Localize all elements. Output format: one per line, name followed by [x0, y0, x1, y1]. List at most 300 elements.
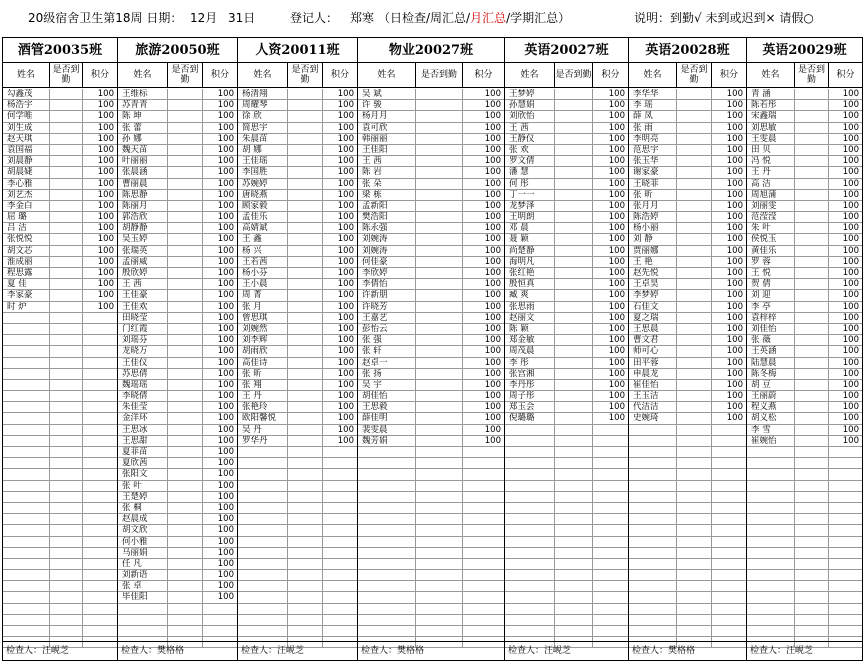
attendance-cell [168, 100, 203, 110]
attendance-cell [288, 626, 323, 636]
attendance-cell [168, 324, 203, 334]
score-cell: 100 [842, 200, 859, 211]
attendance-cell [416, 548, 463, 558]
table-row [358, 436, 504, 447]
score-cell: 100 [217, 178, 234, 189]
attendance-cell [416, 123, 463, 133]
score-cell: 100 [484, 402, 501, 413]
student-name [358, 537, 416, 547]
student-name: 胡静静 [118, 223, 168, 233]
table-row [505, 469, 628, 480]
student-name: 刘晨静 [3, 156, 50, 166]
score-cell: 100 [484, 413, 501, 424]
attendance-cell [50, 391, 83, 401]
attendance-cell [416, 492, 463, 502]
score-cell: 100 [217, 536, 234, 547]
student-name [505, 581, 555, 591]
attendance-cell [555, 111, 593, 121]
attendance-cell [288, 346, 323, 356]
student-name [747, 447, 795, 457]
attendance-cell [795, 492, 829, 502]
attendance-cell [555, 413, 593, 423]
student-name [505, 469, 555, 479]
student-name: 王佳瑶 [238, 156, 288, 166]
attendance-cell [677, 279, 712, 289]
table-row [118, 201, 237, 212]
student-name: 张艳玲 [238, 402, 288, 412]
student-name: 裴雯晨 [358, 425, 416, 435]
class-column [118, 38, 238, 661]
student-name: 刘婉涛 [358, 234, 416, 244]
score-cell: 100 [842, 323, 859, 334]
score-cell [593, 525, 628, 535]
attendance-cell [795, 425, 829, 435]
table-row [629, 559, 746, 570]
table-row [238, 268, 357, 279]
student-name [629, 458, 677, 468]
class-title: 英语20027班 [505, 38, 628, 63]
attendance-cell [288, 481, 323, 491]
score-cell [829, 469, 862, 479]
score-cell: 100 [726, 223, 743, 234]
attendance-cell [795, 179, 829, 189]
attendance-cell [50, 268, 83, 278]
class-title: 人资20011班 [238, 38, 357, 63]
table-row [747, 156, 862, 167]
attendance-cell [795, 89, 829, 99]
score-cell: 100 [97, 234, 114, 245]
score-cell: 100 [484, 301, 501, 312]
score-cell: 100 [484, 290, 501, 301]
table-row [118, 257, 237, 268]
student-name [3, 604, 50, 614]
table-row [3, 592, 117, 603]
attendance-cell [677, 257, 712, 267]
score-cell: 100 [337, 368, 354, 379]
student-name: 朱佳莹 [118, 402, 168, 412]
attendance-cell [795, 570, 829, 580]
attendance-cell [555, 201, 593, 211]
table-row [3, 134, 117, 145]
attendance-cell [555, 167, 593, 177]
attendance-cell [50, 469, 83, 479]
attendance-cell [555, 481, 593, 491]
score-cell [593, 492, 628, 502]
class-column [747, 38, 863, 661]
student-name: 张 桐 [118, 503, 168, 513]
student-name [358, 570, 416, 580]
student-name: 赵丽文 [505, 313, 555, 323]
score-cell: 100 [484, 346, 501, 357]
attendance-cell [555, 313, 593, 323]
student-name: 李金白 [3, 201, 50, 211]
header-score: 积分 [474, 70, 493, 80]
table-row [118, 469, 237, 480]
score-cell: 100 [217, 100, 234, 111]
table-row [118, 604, 237, 615]
attendance-cell [288, 413, 323, 423]
table-row [629, 123, 746, 134]
score-cell: 100 [608, 133, 625, 144]
header-attend: 是否到勤 [677, 63, 712, 87]
table-row [238, 290, 357, 301]
score-cell: 100 [217, 514, 234, 525]
student-name: 许晓芳 [358, 302, 416, 312]
table-row [747, 123, 862, 134]
attendance-cell [677, 167, 712, 177]
score-cell: 100 [726, 200, 743, 211]
table-row [747, 201, 862, 212]
student-name [3, 537, 50, 547]
score-cell [83, 413, 117, 423]
table-row [358, 481, 504, 492]
table-row [118, 481, 237, 492]
score-cell [463, 447, 504, 457]
attendance-cell [795, 167, 829, 177]
table-row [505, 548, 628, 559]
score-cell: 100 [726, 245, 743, 256]
student-name [505, 615, 555, 625]
table-row [505, 537, 628, 548]
table-row [358, 257, 504, 268]
student-name: 彭怡云 [358, 324, 416, 334]
student-name: 夏之瑞 [629, 313, 677, 323]
inspector-footer [238, 641, 357, 661]
score-cell: 100 [337, 268, 354, 278]
score-cell [712, 581, 746, 591]
student-name: 王 丹 [747, 167, 795, 177]
attendance-cell [50, 492, 83, 502]
table-row [629, 626, 746, 637]
student-name [505, 604, 555, 614]
attendance-cell [50, 548, 83, 558]
score-cell: 100 [484, 312, 501, 323]
student-name: 海明凡 [505, 257, 555, 267]
score-cell: 100 [484, 122, 501, 133]
attendance-cell [795, 335, 829, 345]
student-name: 田 贝 [747, 145, 795, 155]
score-cell: 100 [97, 189, 114, 200]
score-cell: 100 [337, 167, 354, 178]
table-row [118, 268, 237, 279]
attendance-cell [555, 100, 593, 110]
table-row [3, 279, 117, 290]
attendance-cell [50, 570, 83, 580]
student-name [505, 458, 555, 468]
score-cell [83, 514, 117, 524]
student-name: 高婧斌 [238, 223, 288, 233]
score-cell [593, 548, 628, 558]
attendance-cell [288, 190, 323, 200]
score-cell: 100 [608, 402, 625, 413]
attendance-cell [416, 313, 463, 323]
table-row [3, 268, 117, 279]
student-name [118, 615, 168, 625]
attendance-cell [50, 134, 83, 144]
score-cell: 100 [484, 167, 501, 178]
attendance-cell [168, 548, 203, 558]
student-name [238, 570, 288, 580]
score-cell: 100 [484, 268, 501, 278]
score-cell [829, 514, 862, 524]
score-cell: 100 [217, 402, 234, 413]
table-row [3, 89, 117, 100]
attendance-cell [168, 268, 203, 278]
student-name: 王卓昊 [629, 279, 677, 289]
score-cell: 100 [842, 133, 859, 144]
attendance-cell [795, 380, 829, 390]
attendance-cell [288, 425, 323, 435]
attendance-cell [555, 514, 593, 524]
student-name [629, 615, 677, 625]
attendance-cell [288, 447, 323, 457]
student-name: 王 茜 [118, 279, 168, 289]
score-cell: 100 [608, 122, 625, 133]
student-name: 孟佳乐 [238, 212, 288, 222]
student-name: 殷欣婷 [118, 268, 168, 278]
attendance-cell [555, 246, 593, 256]
score-cell [712, 570, 746, 580]
table-row [358, 223, 504, 234]
student-name: 李心雅 [3, 179, 50, 189]
attendance-cell [795, 100, 829, 110]
student-name: 陈浩婷 [629, 212, 677, 222]
score-cell [593, 592, 628, 602]
score-cell: 100 [217, 144, 234, 155]
attendance-cell [50, 212, 83, 222]
score-cell: 100 [484, 144, 501, 155]
table-row [629, 436, 746, 447]
student-name: 李国胜 [238, 167, 288, 177]
attendance-cell [555, 145, 593, 155]
attendance-cell [168, 335, 203, 345]
student-name: 许 骏 [358, 100, 416, 110]
table-row [505, 212, 628, 223]
attendance-cell [555, 290, 593, 300]
table-row [747, 134, 862, 145]
table-row [629, 469, 746, 480]
attendance-cell [416, 413, 463, 423]
score-cell [323, 537, 357, 547]
student-name [238, 503, 288, 513]
student-name: 王梦婷 [505, 89, 555, 99]
student-name: 梁 栋 [358, 190, 416, 200]
attendance-cell [555, 223, 593, 233]
score-cell: 100 [726, 111, 743, 122]
student-name: 陈永强 [358, 223, 416, 233]
score-cell: 100 [217, 301, 234, 312]
student-name [3, 413, 50, 423]
score-cell: 100 [97, 100, 114, 111]
score-cell: 100 [217, 290, 234, 301]
header-attend: 是否到勤 [555, 63, 593, 87]
attendance-cell [288, 290, 323, 300]
score-cell [83, 335, 117, 345]
inspection-grid [2, 37, 863, 661]
attendance-cell [555, 380, 593, 390]
attendance-cell [555, 257, 593, 267]
attendance-cell [50, 257, 83, 267]
table-row [238, 481, 357, 492]
table-row [747, 380, 862, 391]
student-name: 王思甜 [118, 436, 168, 446]
student-name: 门红霞 [118, 324, 168, 334]
score-cell: 100 [842, 212, 859, 223]
attendance-cell [50, 458, 83, 468]
score-cell: 100 [337, 89, 354, 99]
table-row [238, 559, 357, 570]
student-name: 魏芳娟 [358, 436, 416, 446]
attendance-cell [795, 223, 829, 233]
table-row [747, 425, 862, 436]
table-row [629, 358, 746, 369]
score-cell [712, 626, 746, 636]
attendance-cell [677, 458, 712, 468]
student-name: 吕 洁 [3, 223, 50, 233]
score-cell [712, 548, 746, 558]
table-row [238, 469, 357, 480]
score-cell: 100 [337, 189, 354, 200]
table-row [3, 123, 117, 134]
table-row [505, 436, 628, 447]
table-row [238, 257, 357, 268]
attendance-cell [677, 413, 712, 423]
attendance-cell [677, 190, 712, 200]
student-name [3, 436, 50, 446]
table-row [358, 581, 504, 592]
table-row [505, 223, 628, 234]
student-name: 曾思琪 [238, 313, 288, 323]
student-name: 夏 佳 [3, 279, 50, 289]
table-row [118, 570, 237, 581]
attendance-cell [555, 492, 593, 502]
attendance-cell [677, 145, 712, 155]
student-name: 周旭蒲 [747, 190, 795, 200]
student-name: 李梦婷 [629, 290, 677, 300]
score-cell: 100 [842, 189, 859, 200]
score-cell [593, 469, 628, 479]
table-row [3, 179, 117, 190]
student-name: 张 欢 [505, 145, 555, 155]
student-rows [118, 89, 237, 648]
score-cell: 100 [842, 379, 859, 390]
score-cell: 100 [337, 111, 354, 122]
attendance-cell [416, 167, 463, 177]
student-name [238, 537, 288, 547]
table-row [358, 89, 504, 100]
student-name: 赵先悦 [629, 268, 677, 278]
table-row [238, 626, 357, 637]
table-row [3, 469, 117, 480]
student-name [629, 548, 677, 558]
attendance-cell [168, 167, 203, 177]
student-name: 范思宇 [629, 145, 677, 155]
table-row [238, 492, 357, 503]
table-row [238, 369, 357, 380]
attendance-cell [50, 592, 83, 602]
table-row [358, 358, 504, 369]
table-row [238, 548, 357, 559]
student-name: 史婉琦 [629, 413, 677, 423]
table-row [118, 592, 237, 603]
attendance-cell [677, 201, 712, 211]
table-row [238, 537, 357, 548]
attendance-cell [555, 324, 593, 334]
student-name: 王 茜 [505, 123, 555, 133]
table-row [629, 391, 746, 402]
attendance-cell [50, 201, 83, 211]
score-cell [323, 570, 357, 580]
attendance-cell [288, 592, 323, 602]
attendance-cell [288, 134, 323, 144]
score-cell: 100 [726, 256, 743, 267]
table-row [118, 503, 237, 514]
table-row [747, 346, 862, 357]
student-name: 刘艺杰 [3, 190, 50, 200]
attendance-cell [555, 559, 593, 569]
table-row [358, 179, 504, 190]
student-name: 王玉洁 [629, 391, 677, 401]
student-name: 尚楚静 [505, 246, 555, 256]
score-cell: 100 [97, 212, 114, 223]
table-row [238, 525, 357, 536]
student-name: 张瑞英 [118, 246, 168, 256]
attendance-cell [795, 290, 829, 300]
student-name [238, 592, 288, 602]
student-name [3, 346, 50, 356]
table-row [505, 391, 628, 402]
table-row [747, 268, 862, 279]
header-attend: 是否到勤 [416, 63, 463, 87]
attendance-cell [416, 626, 463, 636]
attendance-cell [555, 234, 593, 244]
attendance-cell [555, 346, 593, 356]
table-row [358, 458, 504, 469]
table-row [118, 581, 237, 592]
attendance-cell [795, 626, 829, 636]
table-row [118, 514, 237, 525]
student-name: 苏青青 [118, 100, 168, 110]
table-row [505, 313, 628, 324]
student-name: 李丹彤 [505, 380, 555, 390]
student-name [238, 548, 288, 558]
table-row [238, 570, 357, 581]
attendance-cell [555, 89, 593, 99]
score-cell: 100 [337, 379, 354, 390]
header-score: 积分 [210, 70, 229, 80]
table-row [747, 615, 862, 626]
score-cell [323, 514, 357, 524]
student-name: 张 昕 [629, 190, 677, 200]
table-row [747, 525, 862, 536]
score-cell: 100 [726, 167, 743, 178]
table-row [118, 123, 237, 134]
attendance-cell [288, 100, 323, 110]
score-cell: 100 [842, 312, 859, 323]
score-cell [323, 481, 357, 491]
table-row [238, 335, 357, 346]
student-name: 刘佳怡 [747, 324, 795, 334]
attendance-cell [677, 302, 712, 312]
table-row [505, 514, 628, 525]
score-cell: 100 [217, 424, 234, 435]
table-row [629, 179, 746, 190]
student-name: 魏瑶瑶 [118, 380, 168, 390]
score-cell: 100 [217, 167, 234, 178]
score-cell: 100 [217, 245, 234, 256]
attendance-cell [288, 246, 323, 256]
student-rows [358, 89, 504, 648]
